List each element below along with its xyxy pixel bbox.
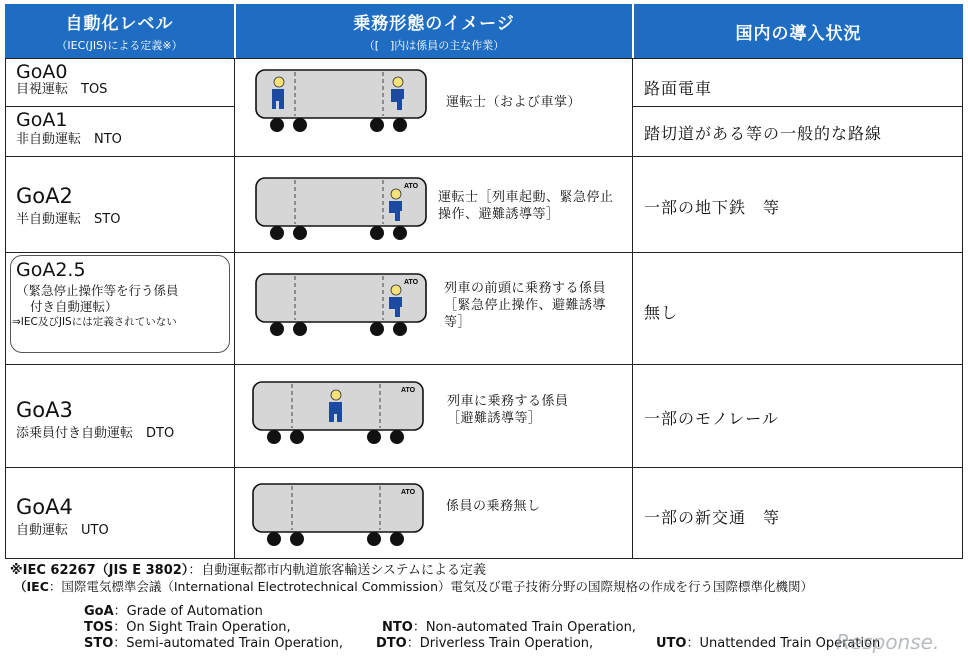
- description-goa3: [447, 393, 569, 427]
- row-divider: [632, 106, 963, 107]
- train-goa4: [252, 482, 424, 548]
- ato-label: ATO: [404, 279, 419, 286]
- level-code: GoA3: [16, 398, 73, 422]
- description-line: ［避難誘導等］: [447, 411, 542, 426]
- legend-tos: [84, 620, 291, 635]
- legend-text: ：Semi-automated Train Operation,: [113, 636, 344, 651]
- footnote-definition: ：自動運転都市内軌道旅客輸送システムによる定義: [188, 563, 487, 578]
- level-name: 自動運転 UTO: [16, 523, 109, 538]
- legend-abbr: NTO: [382, 620, 413, 635]
- footnote-iec-definition: ：国際電気標準会議（International Electrotechnical Commission）電気及び電子技術分野の国際規格の作成を行う国際標準化機関）: [48, 579, 814, 594]
- level-code: GoA4: [16, 495, 73, 519]
- level-goa3: [16, 398, 174, 442]
- legend-dto: [376, 636, 593, 651]
- description-goa25: [444, 280, 606, 331]
- description-goa4: 係員の乗務無し: [446, 499, 541, 514]
- legend-sto: [84, 636, 343, 651]
- level-code: GoA2: [16, 184, 73, 208]
- row-divider: [5, 467, 963, 468]
- level-name: 添乗員付き自動運転 DTO: [16, 426, 175, 441]
- level-code: GoA1: [16, 109, 68, 131]
- legend-abbr: DTO: [376, 636, 407, 651]
- domestic-goa25: 無し: [644, 303, 679, 322]
- footnote-iec62267: [10, 563, 486, 578]
- legend-abbr: TOS: [84, 620, 114, 635]
- legend-nto: [382, 620, 636, 635]
- train-goa25: [255, 272, 427, 338]
- domestic-goa1: 踏切道がある等の一般的な路線: [644, 124, 883, 143]
- row-divider: [5, 106, 234, 107]
- domestic-goa2: 一部の地下鉄 等: [644, 198, 781, 217]
- ato-label: ATO: [401, 387, 416, 394]
- level-name-line: 付き自動運転）: [30, 299, 118, 314]
- level-name-line: （緊急停止操作等を行う係員: [16, 283, 179, 298]
- level-goa25: [12, 259, 179, 329]
- legend-text: ：Unattended Train Operation: [686, 636, 881, 651]
- description-line: 列車に乗務する係員: [447, 394, 569, 409]
- legend-goa: [84, 604, 263, 619]
- train-goa2: [255, 176, 427, 242]
- legend-text: ：On Sight Train Operation,: [113, 620, 291, 635]
- column-divider: [632, 58, 633, 559]
- level-code: GoA0: [16, 61, 68, 83]
- row-divider: [5, 156, 963, 157]
- ato-label: ATO: [401, 489, 416, 496]
- legend-text: ：Non-automated Train Operation,: [412, 620, 636, 635]
- description-line: 運転士［列車起動、緊急停止: [438, 190, 614, 205]
- legend-abbr: STO: [84, 636, 114, 651]
- header-level-subtitle: （IEC(JIS)による定義※）: [56, 39, 183, 52]
- level-goa2: [16, 184, 120, 228]
- legend-text: ：Grade of Automation: [113, 604, 263, 619]
- domestic-goa4: 一部の新交通 等: [644, 508, 781, 527]
- footnote-standard: ※IEC 62267（JIS E 3802）: [10, 563, 189, 578]
- description-line: 操作、避難誘導等］: [438, 207, 560, 222]
- header-level-title: 自動化レベル: [65, 14, 174, 34]
- footnote-iec-abbr: （IEC: [14, 579, 49, 594]
- level-goa4: [16, 495, 109, 539]
- ato-label: ATO: [404, 183, 419, 190]
- header-image-subtitle: （[ ]内は係員の主な作業）: [363, 39, 505, 52]
- legend-abbr: GoA: [84, 604, 114, 619]
- domestic-goa0: 路面電車: [644, 79, 713, 98]
- footnote-iec: [14, 579, 813, 594]
- description-line: 等］: [444, 315, 472, 330]
- level-note: ⇒IEC及びJISには定義されていない: [12, 316, 177, 328]
- header-image: [236, 4, 632, 58]
- legend-abbr: UTO: [656, 636, 687, 651]
- level-name: 半自動運転 STO: [16, 212, 121, 227]
- description-line: ［緊急停止操作、避難誘導: [444, 298, 607, 313]
- train-goa0-1: [255, 68, 427, 134]
- row-divider: [5, 364, 963, 365]
- train-goa3: [252, 380, 424, 446]
- level-name: 目視運転 TOS: [16, 82, 108, 97]
- header-image-title: 乗務形態のイメージ: [353, 14, 515, 34]
- column-divider: [234, 58, 235, 559]
- description-goa0: 運転士（および車掌）: [446, 95, 582, 110]
- description-line: 列車の前頭に乗務する係員: [444, 281, 607, 296]
- level-code: GoA2.5: [16, 259, 86, 281]
- watermark-logo: Response.: [836, 630, 940, 654]
- domestic-goa3: 一部のモノレール: [644, 409, 779, 428]
- legend-text: ：Driverless Train Operation,: [406, 636, 594, 651]
- description-goa2: [438, 189, 614, 223]
- row-divider: [5, 252, 963, 253]
- level-goa0: [16, 62, 107, 98]
- level-goa1: [16, 110, 122, 148]
- header-level: [5, 4, 234, 58]
- header-domestic: [634, 4, 963, 58]
- header-domestic-title: 国内の導入状況: [735, 23, 862, 44]
- level-name: 非自動運転 NTO: [16, 132, 122, 147]
